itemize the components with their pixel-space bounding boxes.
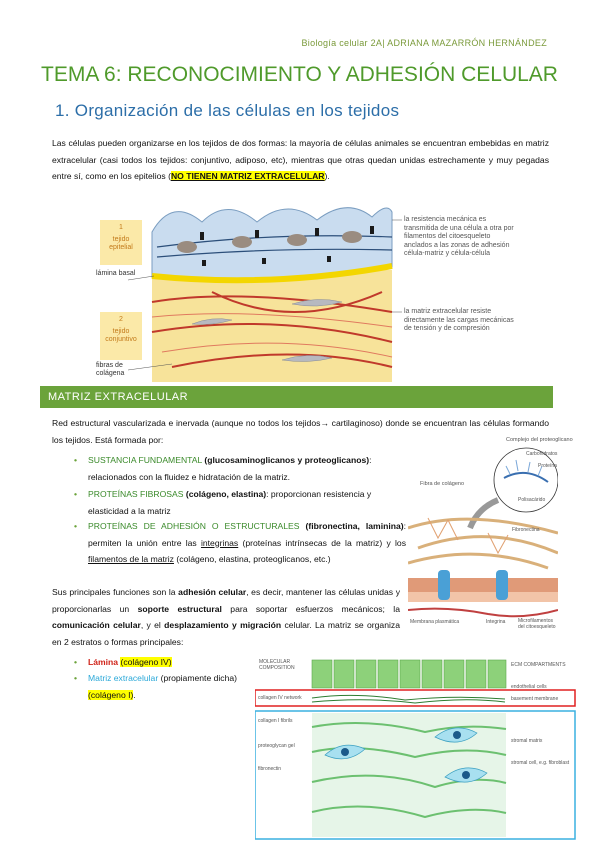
func-soporte: soporte estructural: [137, 603, 222, 614]
intro-highlight: NO TIENEN MATRIZ EXTRACELULAR: [170, 171, 325, 181]
func-text4: , y el: [140, 620, 165, 630]
box2-number: 2: [119, 316, 123, 323]
matrix-note: la matriz extracelular resiste directamente las cargas mecánicas de tensión y de compresión: [404, 308, 514, 332]
integrina-label: Integrina: [486, 619, 506, 625]
carbohidratos-label: Carbohidratos: [526, 451, 558, 457]
matriz-colageno: (colágeno I): [88, 689, 134, 700]
fibronectina-label: Fibronectina: [512, 527, 540, 533]
fibronectin-label: fibronectin: [258, 766, 282, 772]
bullet-sustancia-title: SUSTANCIA FUNDAMENTAL: [88, 455, 202, 465]
bullet-fibrosas-title: PROTEÍNAS FIBROSAS: [88, 489, 184, 499]
fibras-label: fibras de colágena: [96, 362, 125, 377]
bullet-fibrosas-text: : proporcionan resistencia y elasticidad a la matriz: [88, 489, 372, 516]
intro-paragraph: [52, 135, 549, 185]
box2-label: tejido conjuntivo: [105, 328, 137, 343]
stromal-label: stromal matrix: [511, 738, 543, 744]
bullet-adhesion-text3: (colágeno, elastina, proteoglicanos, etc.): [173, 554, 331, 564]
box1-number: 1: [119, 224, 123, 231]
bullet-fibrosas: • PROTEÍNAS FIBROSAS (colágeno, elastina): proporcionan resistencia y elasticidad a la matriz: [74, 489, 372, 516]
func-text5: celular. La matriz se organiza en 2 estratos o formas principales:: [52, 620, 400, 647]
func-comunicacion: comunicación celular: [52, 620, 141, 630]
estrato-lamina: • Lámina (colágeno IV): [74, 657, 172, 667]
func-adhesion: adhesión celular: [178, 587, 247, 597]
lamina-label: lámina basal: [96, 270, 136, 277]
filamentos-term: filamentos de la matriz: [88, 554, 174, 564]
lamina-colageno: (colágeno IV): [120, 657, 172, 667]
complejo-label: Complejo del proteoglicano: [506, 437, 573, 443]
lamina-name: Lámina: [88, 657, 119, 667]
molecular-label: MOLECULAR COMPOSITION: [259, 659, 295, 671]
bullet-adhesion: • PROTEÍNAS DE ADHESIÓN O ESTRUCTURALES (fibronectina, laminina): permiten la unión entre las integrinas (proteínas intrínsecas de la matriz) y los filamentos de la matriz (colágeno, elastina, proteoglicanos, etc.): [74, 521, 407, 564]
bullet-sustancia-text: : relacionados con la fluidez e hidratación de la matriz.: [88, 455, 372, 482]
fibra-label: Fibra de colágeno: [420, 481, 465, 487]
section-bar-matriz: MATRIZ EXTRACELULAR: [40, 386, 553, 408]
membrane-diagram: [408, 438, 558, 638]
bullet-fibrosas-bold: (colágeno, elastina): [185, 489, 267, 499]
membrana-label: Membrana plasmática: [410, 619, 460, 625]
intro-text-end: ).: [324, 171, 330, 181]
func-text2: , es decir, mantener las células unidas y proporcionarlas un: [52, 587, 400, 614]
page-title: TEMA 6: RECONOCIMIENTO Y ADHESIÓN CELULAR: [41, 63, 558, 86]
matriz-rest: (propiamente dicha): [158, 673, 238, 683]
polisacarido-label: Polisacárido: [518, 497, 546, 503]
stromal-cell-label: stromal cell, e.g. fibroblast: [511, 760, 570, 766]
basement-label: basement membrane: [511, 696, 559, 702]
page-header: Biología celular 2A| ADRIANA MAZARRÓN HERNÁNDEZ: [301, 38, 547, 48]
matriz-end: .: [133, 689, 136, 700]
ecm-figure: [255, 657, 585, 842]
collagen4-label: collagen IV network: [258, 695, 302, 701]
intro-text: Las células pueden organizarse en los tejidos de dos formas: la mayoría de células animales se encuentran embebidas en matriz extracelular (casi todos los tejidos: conjuntivo, adiposo, etc), mientras que otras quedan unidas estrechamente y muy pegadas entre sí, como en los epitelios (: [52, 138, 549, 181]
func-text1: Sus principales funciones son la: [52, 587, 179, 597]
matriz-name: Matriz extracelular: [88, 673, 159, 683]
bullet-sustancia: • SUSTANCIA FUNDAMENTAL (glucosaminoglicanos y proteoglicanos): relacionados con la fluidez e hidratación de la matriz.: [74, 455, 372, 482]
membrane-figure: [408, 437, 573, 638]
endothelial-label: endothelial cells: [511, 684, 547, 690]
proteoglycan-label: proteoglycan gel: [258, 743, 295, 749]
resistance-note: la resistencia mecánica es transmitida de una célula a otra por filamentos del citoesqueleto anclados a las zonas de adhesión célula-matriz y célula-célula: [404, 216, 514, 257]
section-heading-organizacion: 1. Organización de las células en los tejidos: [55, 101, 400, 120]
ecm-label: ECM COMPARTMENTS: [511, 662, 566, 668]
funciones-paragraph: [52, 584, 400, 650]
bullet-adhesion-text2: (proteínas intrínsecas de la matriz) y los: [238, 537, 406, 548]
func-desplazamiento: desplazamiento y migración: [164, 620, 282, 630]
estrato-matriz: • Matriz extracelular (propiamente dicha) (colágeno I).: [74, 673, 238, 700]
func-text3: para soportar esfuerzos mecánicos; la: [221, 603, 400, 614]
box1-label: tejido epitelial: [109, 236, 133, 251]
bullet-adhesion-text1: : permiten la unión entre las: [88, 521, 407, 548]
integrinas-term: integrinas: [200, 537, 239, 548]
tissue-figure: [92, 192, 552, 382]
proteina-label: Proteína: [538, 463, 557, 469]
bullet-adhesion-title: PROTEÍNAS DE ADHESIÓN O ESTRUCTURALES: [88, 521, 300, 531]
bullet-sustancia-bold: (glucosaminoglicanos y proteoglicanos): [204, 455, 370, 465]
bullet-adhesion-bold: (fibronectina, laminina): [305, 521, 404, 531]
microfilamentos-label: Microfilamentos del citoesqueleto: [518, 618, 556, 630]
matriz-intro: Red estructural vascularizada e inervada (aunque no todos los tejidos→ cartilaginoso) donde se encuentran las células formando los tejidos. Está formada por:: [52, 418, 549, 445]
collagen1-label: collagen I fibrils: [258, 718, 293, 724]
